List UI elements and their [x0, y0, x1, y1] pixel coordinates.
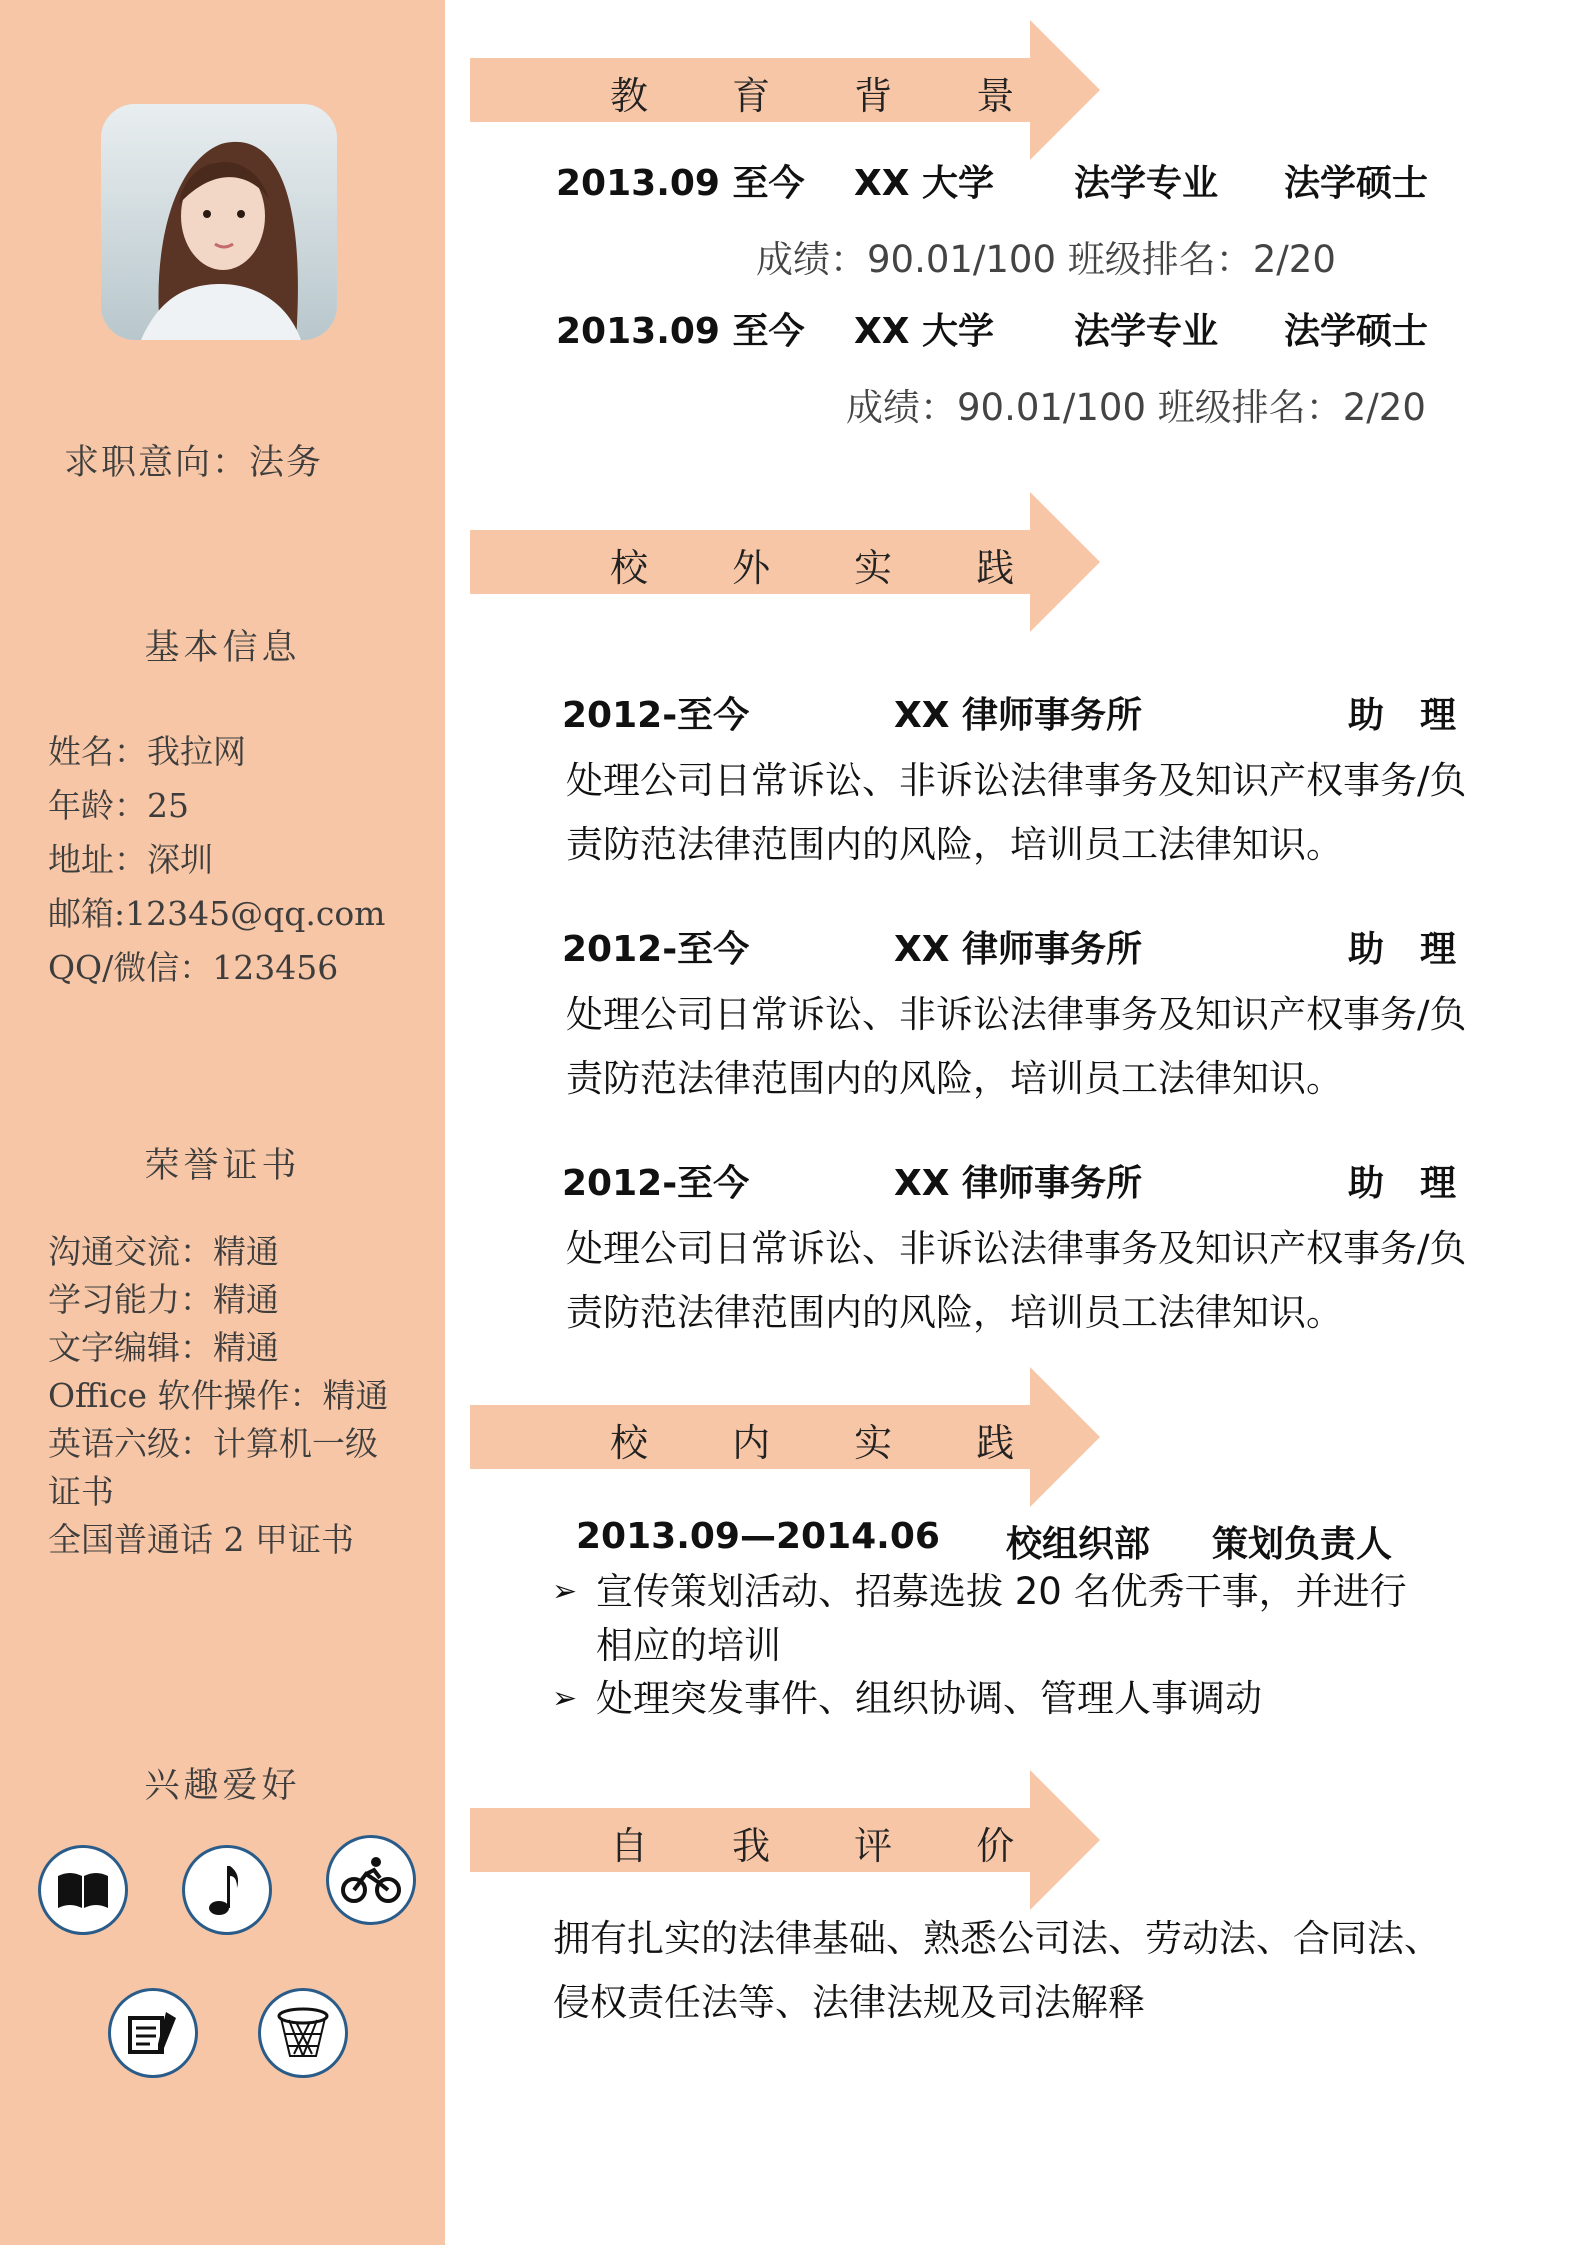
practice-role: 助 理	[1348, 929, 1457, 970]
practice-org: XX 律师事务所	[894, 1163, 1143, 1204]
description-line: 处理公司日常诉讼、非诉讼法律事务及知识产权事务/负	[566, 1227, 1467, 1270]
bullet-text: 处理突发事件、组织协调、管理人事调动	[596, 1677, 1262, 1720]
external-practice-header	[470, 492, 1110, 632]
info-age: 年龄：25	[48, 786, 189, 825]
practice-date: 2012-至今	[562, 929, 750, 970]
honor-item: 全国普通话 2 甲证书	[48, 1520, 354, 1559]
education-date: 2013.09 至今	[556, 163, 805, 204]
honor-item: 学习能力：精通	[48, 1280, 279, 1319]
external-practice-title: 校 外 实 践	[610, 546, 1051, 590]
practice-row	[562, 1155, 1482, 1204]
education-major: 法学专业	[1074, 163, 1219, 204]
education-row	[556, 303, 1456, 352]
info-email: 邮箱:12345@qq.com	[48, 894, 386, 933]
portrait-image	[101, 104, 337, 340]
bullet-arrow-icon: ➢	[552, 1574, 578, 1609]
honors-list	[48, 1228, 393, 1564]
self-evaluation-title: 自 我 评 价	[610, 1824, 1051, 1868]
internal-org: 校组织部	[1006, 1524, 1151, 1565]
internal-bullet-item	[552, 1672, 1452, 1726]
self-evaluation-header	[470, 1770, 1110, 1910]
hobbies-heading: 兴趣爱好	[144, 1766, 301, 1806]
practice-date: 2012-至今	[562, 1163, 750, 1204]
internal-practice-header	[470, 1367, 1110, 1507]
education-row	[556, 155, 1456, 204]
internal-date: 2013.09—2014.06	[576, 1516, 940, 1557]
practice-description	[566, 749, 1486, 877]
evaluation-line: 侵权责任法等、法律法规及司法解释	[553, 1981, 1145, 2024]
honor-item: 文字编辑：精通	[48, 1328, 279, 1367]
practice-description	[566, 983, 1486, 1111]
education-degree: 法学硕士	[1284, 163, 1429, 204]
basic-info-heading: 基本信息	[144, 628, 301, 668]
writing-icon	[108, 1988, 198, 2078]
description-line: 处理公司日常诉讼、非诉讼法律事务及知识产权事务/负	[566, 759, 1467, 802]
practice-description	[566, 1217, 1486, 1345]
description-line: 处理公司日常诉讼、非诉讼法律事务及知识产权事务/负	[566, 993, 1467, 1036]
job-intent: 求职意向：法务	[64, 443, 324, 483]
description-line: 责防范法律范围内的风险，培训员工法律知识。	[566, 1291, 1343, 1334]
education-school: XX 大学	[854, 163, 995, 204]
profile-photo	[101, 104, 337, 340]
education-grade: 成绩：90.01/100 班级排名：2/20	[756, 238, 1336, 281]
info-qq: QQ/微信：123456	[48, 948, 339, 987]
education-header	[470, 20, 1110, 160]
education-school: XX 大学	[854, 311, 995, 352]
evaluation-line: 拥有扎实的法律基础、熟悉公司法、劳动法、合同法、	[553, 1917, 1441, 1960]
self-evaluation-text	[553, 1907, 1473, 2035]
practice-org: XX 律师事务所	[894, 929, 1143, 970]
book-icon	[38, 1845, 128, 1935]
practice-role: 助 理	[1348, 695, 1457, 736]
honor-item: 沟通交流：精通	[48, 1232, 279, 1271]
education-title: 教 育 背 景	[610, 74, 1051, 118]
cycling-icon	[326, 1835, 416, 1925]
education-major: 法学专业	[1074, 311, 1219, 352]
internal-practice-row	[576, 1516, 1456, 1565]
practice-row	[562, 687, 1482, 736]
practice-role: 助 理	[1348, 1163, 1457, 1204]
bullet-arrow-icon: ➢	[552, 1681, 578, 1716]
info-address: 地址：深圳	[48, 840, 213, 879]
music-note-icon	[182, 1845, 272, 1935]
education-degree: 法学硕士	[1284, 311, 1429, 352]
honor-item: Office 软件操作：精通	[48, 1376, 389, 1415]
education-date: 2013.09 至今	[556, 311, 805, 352]
internal-role: 策划负责人	[1212, 1524, 1393, 1565]
internal-bullet-item	[552, 1565, 1452, 1673]
basic-info-list	[48, 725, 408, 995]
honor-item: 英语六级：计算机一级证书	[48, 1424, 378, 1511]
education-grade: 成绩：90.01/100 班级排名：2/20	[846, 386, 1426, 429]
practice-row	[562, 921, 1482, 970]
internal-practice-title: 校 内 实 践	[610, 1421, 1051, 1465]
basketball-hoop-icon	[258, 1988, 348, 2078]
description-line: 责防范法律范围内的风险，培训员工法律知识。	[566, 1057, 1343, 1100]
practice-date: 2012-至今	[562, 695, 750, 736]
info-name: 姓名：我拉网	[48, 732, 246, 771]
description-line: 责防范法律范围内的风险，培训员工法律知识。	[566, 823, 1343, 866]
honors-heading: 荣誉证书	[144, 1146, 301, 1186]
bullet-text: 宣传策划活动、招募选拔 20 名优秀干事，并进行相应的培训	[596, 1570, 1407, 1667]
practice-org: XX 律师事务所	[894, 695, 1143, 736]
